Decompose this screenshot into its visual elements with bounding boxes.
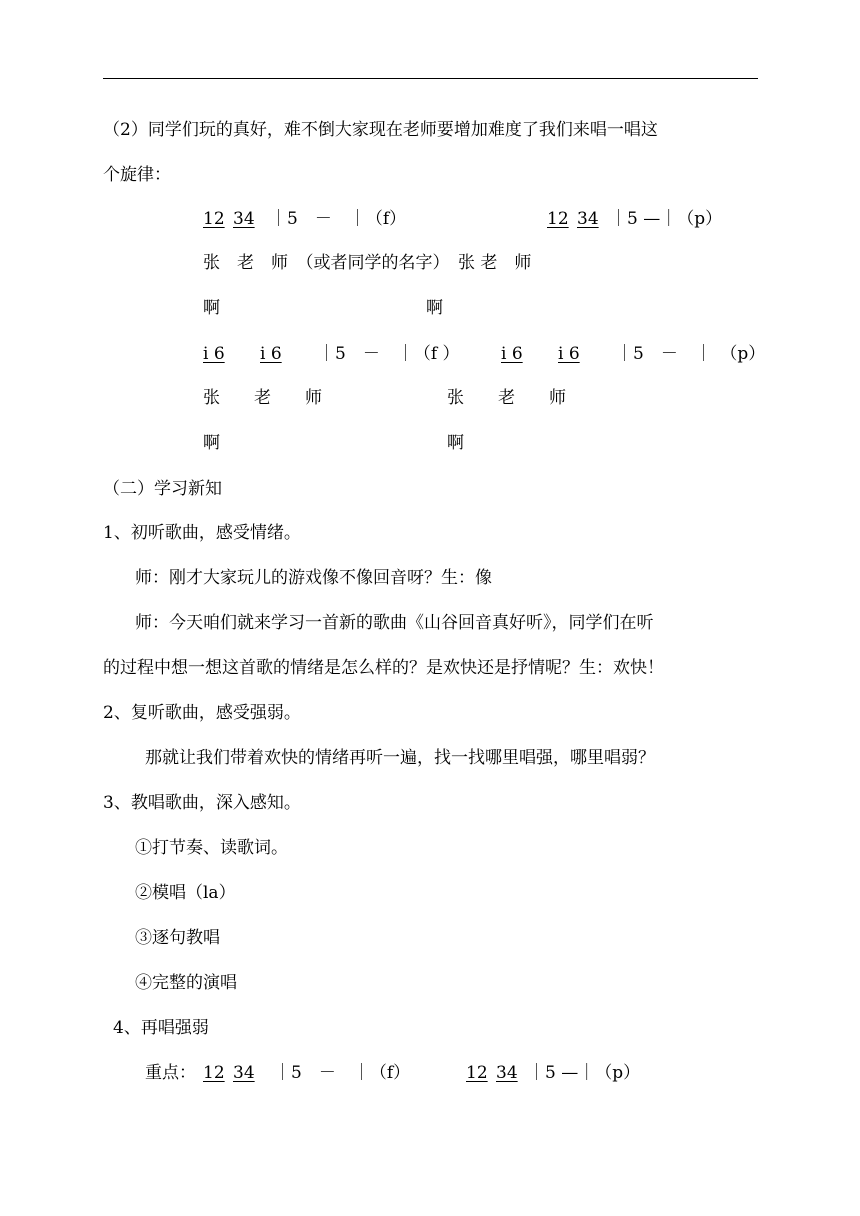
note-tail: ｜5 － ｜（f）	[270, 209, 407, 229]
note-tail: ｜5 —｜（p）	[610, 209, 723, 229]
list-item: ③逐句教唱	[135, 928, 220, 948]
note-group: 12	[203, 209, 225, 229]
note-group: i 6	[501, 344, 523, 364]
paragraph: 师：今天咱们就来学习一首新的歌曲《山谷回音真好听》，同学们在听	[135, 613, 654, 633]
step-heading: 4、再唱强弱	[113, 1018, 209, 1038]
lyric-syllable: 啊	[426, 298, 443, 318]
lyric-line: 张 老 师	[447, 388, 566, 408]
note-group: 34	[577, 209, 599, 229]
note-group: 34	[496, 1063, 518, 1083]
note-group: 12	[547, 209, 569, 229]
note-group: i 6	[203, 344, 225, 364]
note-group: 34	[233, 1063, 255, 1083]
paragraph: （2）同学们玩的真好，难不倒大家现在老师要增加难度了我们来唱一唱这	[103, 120, 658, 140]
lyric-line: 张 老 师	[203, 388, 322, 408]
note-tail: ｜5 － ｜（f ）	[318, 344, 460, 364]
list-item: ②模唱（la）	[135, 883, 236, 903]
header-rule	[103, 78, 758, 79]
note-group: i 6	[558, 344, 580, 364]
note-tail: ｜5 － ｜（f）	[274, 1063, 411, 1083]
lyric-syllable: 啊	[203, 433, 220, 453]
note-tail: ｜5 —｜（p）	[528, 1063, 641, 1083]
note-group: i 6	[260, 344, 282, 364]
lyric-syllable: 啊	[203, 298, 220, 318]
paragraph: 个旋律：	[103, 165, 171, 185]
lyric-syllable: 啊	[447, 433, 464, 453]
step-heading: 2、复听歌曲，感受强弱。	[103, 703, 301, 723]
focus-label: 重点：	[145, 1063, 196, 1083]
note-tail: ｜5 － ｜ （p）	[616, 344, 766, 364]
list-item: ①打节奏、读歌词。	[135, 838, 288, 858]
list-item: ④完整的演唱	[135, 973, 237, 993]
paragraph: 师：刚才大家玩儿的游戏像不像回音呀？生：像	[135, 568, 492, 588]
note-group: 12	[466, 1063, 488, 1083]
lyric-line: 张 老 师 （或者同学的名字） 张 老 师	[203, 253, 532, 273]
step-heading: 3、教唱歌曲，深入感知。	[103, 793, 301, 813]
paragraph: 的过程中想一想这首歌的情绪是怎么样的？是欢快还是抒情呢？生：欢快！	[103, 658, 664, 678]
section-heading: （二）学习新知	[103, 479, 222, 499]
note-group: 34	[233, 209, 255, 229]
paragraph: 那就让我们带着欢快的情绪再听一遍，找一找哪里唱强，哪里唱弱？	[145, 748, 655, 768]
note-group: 12	[203, 1063, 225, 1083]
step-heading: 1、初听歌曲，感受情绪。	[103, 523, 301, 543]
